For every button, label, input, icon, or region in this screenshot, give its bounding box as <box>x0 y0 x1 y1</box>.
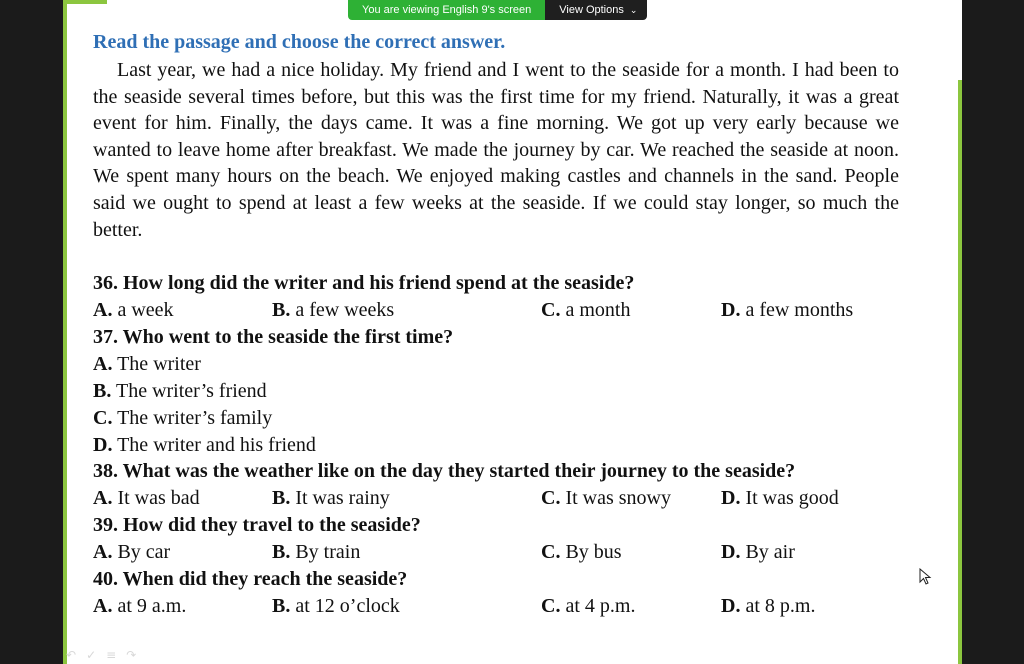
q37-option-d <box>93 434 316 457</box>
option-text: at 8 p.m. <box>745 595 816 617</box>
option-letter: B. <box>272 487 291 509</box>
undo-icon[interactable]: ↶ <box>66 648 77 662</box>
option-text: at 4 p.m. <box>565 595 636 617</box>
option-letter: B. <box>93 380 112 402</box>
option-letter: B. <box>272 541 291 563</box>
option-letter: A. <box>93 541 113 563</box>
page-border-right <box>958 80 962 664</box>
option-letter: D. <box>721 541 741 563</box>
q40-option-d <box>721 595 815 618</box>
question-38: 38. What was the weather like on the day they started their journey to the seaside? <box>93 460 796 482</box>
option-text: a month <box>565 299 631 321</box>
option-letter: D. <box>93 434 113 456</box>
q36-option-a <box>93 299 174 322</box>
option-letter: D. <box>721 299 741 321</box>
option-text: a few weeks <box>295 299 395 321</box>
option-text: It was rainy <box>295 487 390 509</box>
q36-option-b <box>272 299 394 322</box>
exercise-heading: Read the passage and choose the correct answer. <box>93 31 506 53</box>
option-letter: C. <box>541 299 561 321</box>
q40-option-b <box>272 595 400 618</box>
q36-option-c <box>541 299 630 322</box>
option-text: It was good <box>745 487 839 509</box>
screen-share-status: You are viewing English 9's screen <box>348 0 545 20</box>
q38-option-b <box>272 487 390 510</box>
option-text: The writer’s family <box>117 407 273 429</box>
annotation-toolbar <box>66 648 136 662</box>
menu-icon[interactable]: ≡ <box>106 648 117 662</box>
question-39: 39. How did they travel to the seaside? <box>93 514 421 536</box>
view-options-label: View Options <box>559 4 624 16</box>
q38-option-a <box>93 487 200 510</box>
option-text: It was snowy <box>565 487 671 509</box>
option-letter: A. <box>93 353 113 375</box>
option-letter: B. <box>272 299 291 321</box>
option-letter: C. <box>541 487 561 509</box>
option-text: The writer’s friend <box>115 380 267 402</box>
option-text: By air <box>745 541 795 563</box>
option-text: a week <box>117 299 174 321</box>
q39-option-c <box>541 541 622 564</box>
option-letter: C. <box>541 595 561 617</box>
q38-option-d <box>721 487 839 510</box>
view-options-button[interactable] <box>545 0 647 20</box>
q37-option-b <box>93 380 267 403</box>
q37-option-a <box>93 353 201 376</box>
left-black-bar <box>0 0 63 664</box>
option-text: The writer and his friend <box>117 434 316 456</box>
page-border-left <box>63 0 67 664</box>
q39-option-b <box>272 541 360 564</box>
q38-option-c <box>541 487 671 510</box>
q37-option-c <box>93 407 272 430</box>
q40-option-c <box>541 595 635 618</box>
option-text: The writer <box>117 353 201 375</box>
option-text: By car <box>117 541 171 563</box>
option-letter: D. <box>721 595 741 617</box>
q36-option-d <box>721 299 853 322</box>
option-text: at 9 a.m. <box>117 595 187 617</box>
mouse-pointer-icon <box>919 568 933 586</box>
option-letter: C. <box>541 541 561 563</box>
option-letter: A. <box>93 299 113 321</box>
right-black-bar <box>962 0 1024 664</box>
option-letter: A. <box>93 487 113 509</box>
option-letter: C. <box>93 407 113 429</box>
option-text: at 12 o’clock <box>295 595 400 617</box>
page-border-top <box>63 0 107 4</box>
option-text: By bus <box>565 541 622 563</box>
pen-icon[interactable]: ✓ <box>86 648 97 662</box>
q40-option-a <box>93 595 186 618</box>
reading-passage: Last year, we had a nice holiday. My friend and I went to the seaside for a month. I had been to the seaside several times before, but this was the first time for my friend. Naturally, it was a great event for him. Finally, the days came. It was a fine morning. We got up very early because we wanted to leave home after breakfast. We made the journey by car. We reached the seaside at noon. We spent many hours on the beach. We enjoyed making castles and channels in the sand. People said we ought to spend at least a few weeks at the seaside. If we could stay longer, so much the better. <box>93 59 899 241</box>
option-text: a few months <box>745 299 854 321</box>
q39-option-d <box>721 541 795 564</box>
option-text: By train <box>295 541 361 563</box>
q39-option-a <box>93 541 170 564</box>
option-letter: B. <box>272 595 291 617</box>
screen-share-bar <box>348 0 647 20</box>
chevron-down-icon: ⌄ <box>629 5 638 15</box>
option-letter: A. <box>93 595 113 617</box>
redo-icon[interactable]: ↷ <box>126 648 137 662</box>
option-letter: D. <box>721 487 741 509</box>
option-text: It was bad <box>117 487 200 509</box>
question-40: 40. When did they reach the seaside? <box>93 568 408 590</box>
question-36: 36. How long did the writer and his friend spend at the seaside? <box>93 272 635 294</box>
question-37: 37. Who went to the seaside the first time? <box>93 326 454 348</box>
